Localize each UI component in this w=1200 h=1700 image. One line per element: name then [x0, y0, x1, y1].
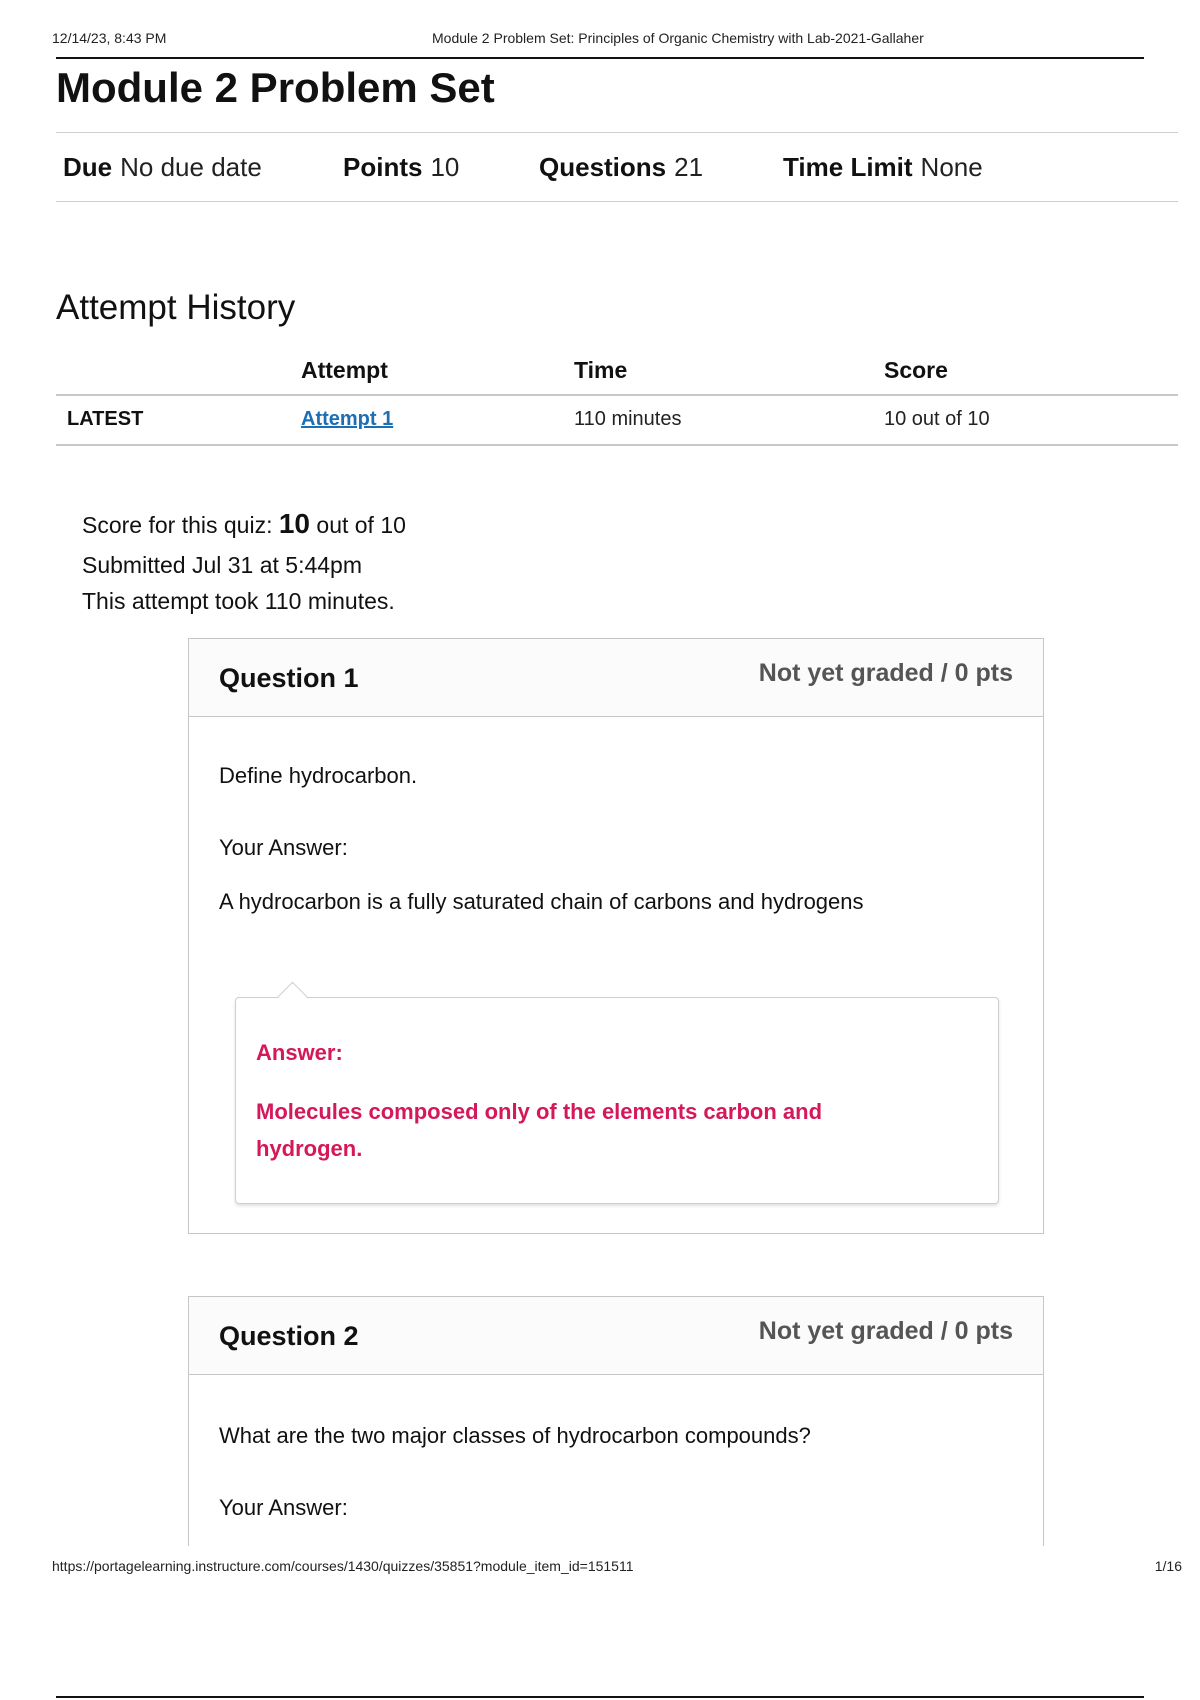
question-points: Not yet graded / 0 pts: [758, 659, 1013, 687]
your-answer-label: Your Answer:: [219, 1495, 348, 1520]
meta-questions-value: 21: [674, 152, 704, 182]
page-title: Module 2 Problem Set: [56, 64, 495, 111]
row-latest-tag: LATEST: [67, 408, 144, 430]
attempt-1-link[interactable]: Attempt 1: [301, 408, 394, 430]
quiz-score-line: [82, 508, 406, 540]
question-card: [188, 638, 1044, 1234]
col-header-attempt: Attempt: [301, 357, 388, 383]
print-page-number: 1/16: [1154, 1558, 1182, 1574]
meta-time-limit: [783, 133, 983, 201]
answer-box-caret: [278, 982, 308, 1012]
your-answer-label: Your Answer:: [219, 835, 348, 860]
meta-questions: [539, 133, 703, 201]
question-points: Not yet graded / 0 pts: [758, 1317, 1013, 1345]
your-answer-text: A hydrocarbon is a fully saturated chain of carbons and hydrogens: [219, 889, 864, 914]
meta-questions-label: Questions: [539, 152, 667, 182]
question-title: Question 2: [219, 1321, 359, 1351]
question-header: [189, 1297, 1043, 1375]
answer-label: Answer:: [256, 1040, 343, 1065]
header-divider: [56, 57, 1144, 59]
question-prompt: Define hydrocarbon.: [219, 763, 418, 788]
score-prefix: Score for this quiz:: [82, 512, 273, 538]
history-row-divider: [56, 444, 1178, 446]
question-card: [188, 1296, 1044, 1546]
duration-line: This attempt took 110 minutes.: [82, 588, 395, 614]
col-header-time: Time: [574, 357, 628, 383]
submitted-line: Submitted Jul 31 at 5:44pm: [82, 552, 362, 578]
answer-text: Molecules composed only of the elements carbon and hydrogen.: [256, 1099, 823, 1161]
row-score: 10 out of 10: [884, 408, 990, 430]
row-time: 110 minutes: [574, 408, 682, 430]
question-prompt: What are the two major classes of hydrocarbon compounds?: [219, 1423, 811, 1448]
meta-points: [343, 133, 459, 201]
meta-time-limit-value: None: [920, 152, 983, 182]
col-header-score: Score: [884, 357, 948, 383]
print-footer-url: https://portagelearning.instructure.com/courses/1430/quizzes/35851?module_item_id=151511: [52, 1558, 634, 1574]
history-header-divider: [56, 394, 1178, 396]
attempt-history-title: Attempt History: [56, 288, 296, 327]
print-doc-title: Module 2 Problem Set: Principles of Organic Chemistry with Lab-2021-Gallaher: [432, 30, 924, 46]
score-suffix: out of 10: [316, 512, 406, 538]
meta-due-label: Due: [63, 152, 113, 182]
print-datetime: 12/14/23, 8:43 PM: [52, 30, 167, 46]
meta-points-label: Points: [343, 152, 423, 182]
correct-answer-box: [235, 997, 999, 1204]
meta-due-value: No due date: [120, 152, 262, 182]
question-header: [189, 639, 1043, 717]
quiz-meta-bar: [56, 132, 1178, 202]
meta-due: [63, 133, 262, 201]
bottom-divider: [56, 1696, 1144, 1698]
score-value: 10: [278, 508, 311, 539]
meta-time-limit-label: Time Limit: [783, 152, 913, 182]
meta-points-value: 10: [430, 152, 460, 182]
question-title: Question 1: [219, 663, 359, 693]
